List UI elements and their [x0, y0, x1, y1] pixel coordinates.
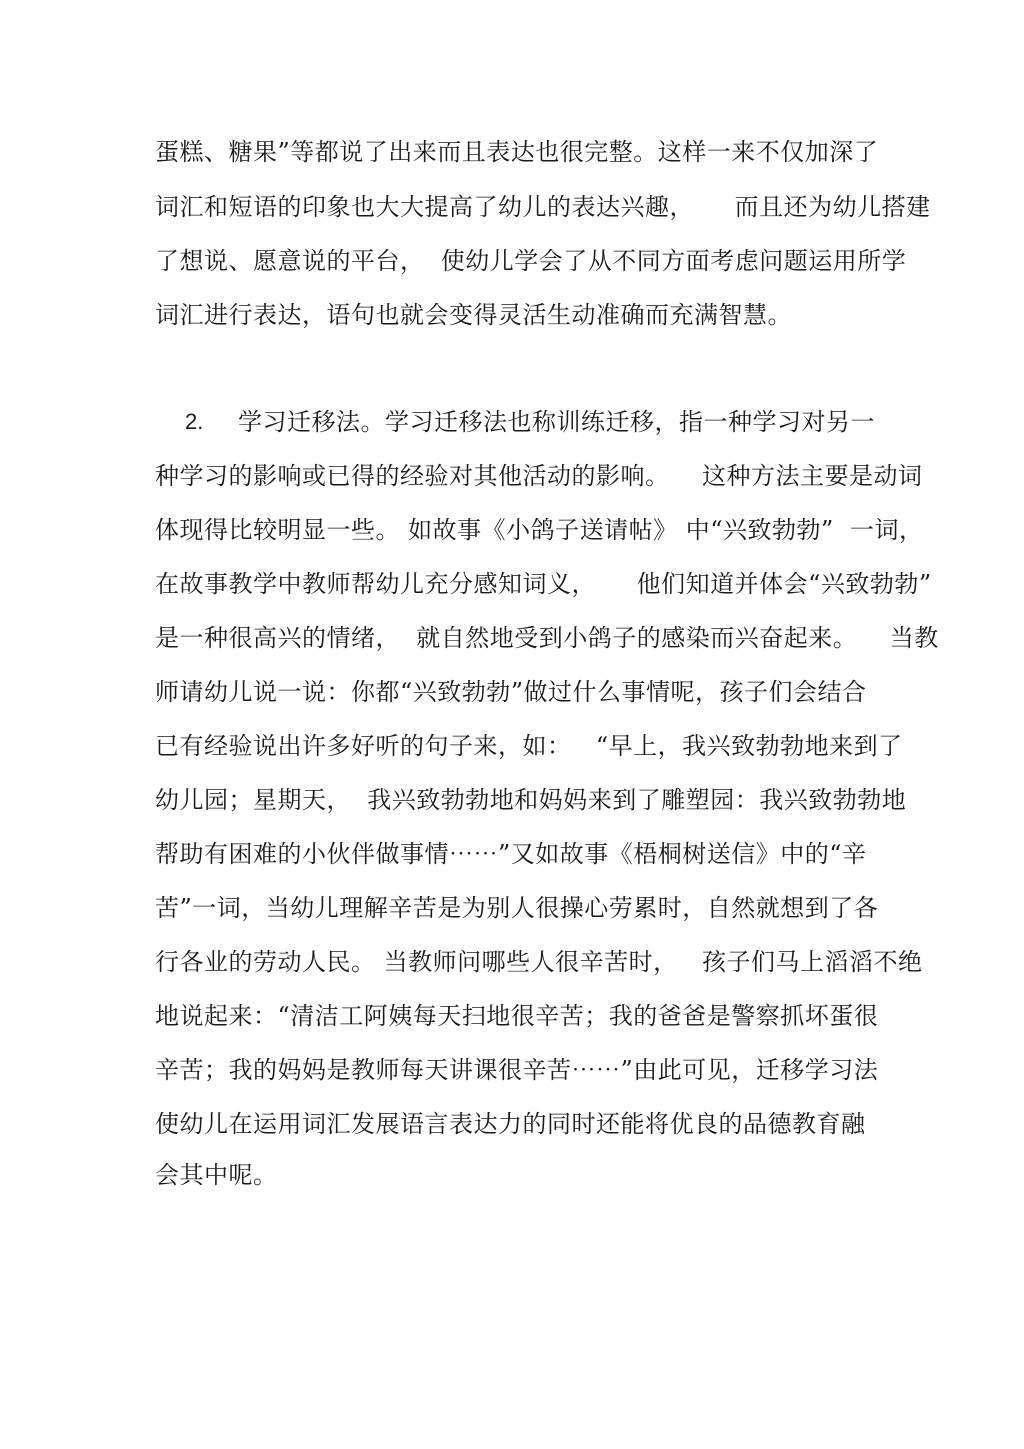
text-line: 词汇和短语的印象也大大提高了幼儿的表达兴趣， 而且还为幼儿搭建: [155, 193, 931, 221]
text-line: 行各业的劳动人民。 当教师问哪些人很辛苦时， 孩子们马上滔滔不绝: [155, 948, 923, 976]
list-number: 2.: [185, 409, 204, 434]
text-line: 词汇进行表达，语句也就会变得灵活生动准确而充满智慧。: [155, 301, 792, 329]
text-line: 辛苦；我的妈妈是教师每天讲课很辛苦⋯⋯”由此可见，迁移学习法: [155, 1056, 879, 1084]
text-line: 会其中呢。: [155, 1161, 278, 1189]
text-line: 使幼儿在运用词汇发展语言表达力的同时还能将优良的品德教育融: [155, 1110, 866, 1138]
text-line: 是一种很高兴的情绪， 就自然地受到小鸽子的感染而兴奋起来。 当教: [155, 624, 939, 652]
text-line: 在故事教学中教师帮幼儿充分感知词义， 他们知道并体会“兴致勃勃”: [155, 570, 932, 598]
text-line: 学习迁移法。学习迁移法也称训练迁移，指一种学习对另一: [238, 408, 875, 436]
text-line: 幼儿园；星期天， 我兴致勃勃地和妈妈来到了雕塑园：我兴致勃勃地: [155, 786, 907, 814]
text-line: 已有经验说出许多好听的句子来，如： “早上，我兴致勃勃地来到了: [155, 732, 903, 760]
text-line: 地说起来：“清洁工阿姨每天扫地很辛苦；我的爸爸是警察抓坏蛋很: [155, 1002, 879, 1030]
text-line: 师请幼儿说一说：你都“兴致勃勃”做过什么事情呢，孩子们会结合: [155, 678, 867, 706]
text-line: 苦”一词，当幼儿理解辛苦是为别人很操心劳累时，自然就想到了各: [155, 894, 879, 922]
text-line: 帮助有困难的小伙伴做事情⋯⋯”又如故事《梧桐树送信》中的“辛: [155, 840, 867, 868]
text-line: 种学习的影响或已得的经验对其他活动的影响。 这种方法主要是动词: [155, 462, 923, 490]
text-line: 体现得比较明显一些。 如故事《小鸽子送请帖》 中“兴致勃勃” 一词，: [155, 516, 924, 544]
text-line: 了想说、愿意说的平台， 使幼儿学会了从不同方面考虑问题运用所学: [155, 247, 907, 275]
text-line: 蛋糕、糖果”等都说了出来而且表达也很完整。这样一来不仅加深了: [155, 138, 879, 166]
